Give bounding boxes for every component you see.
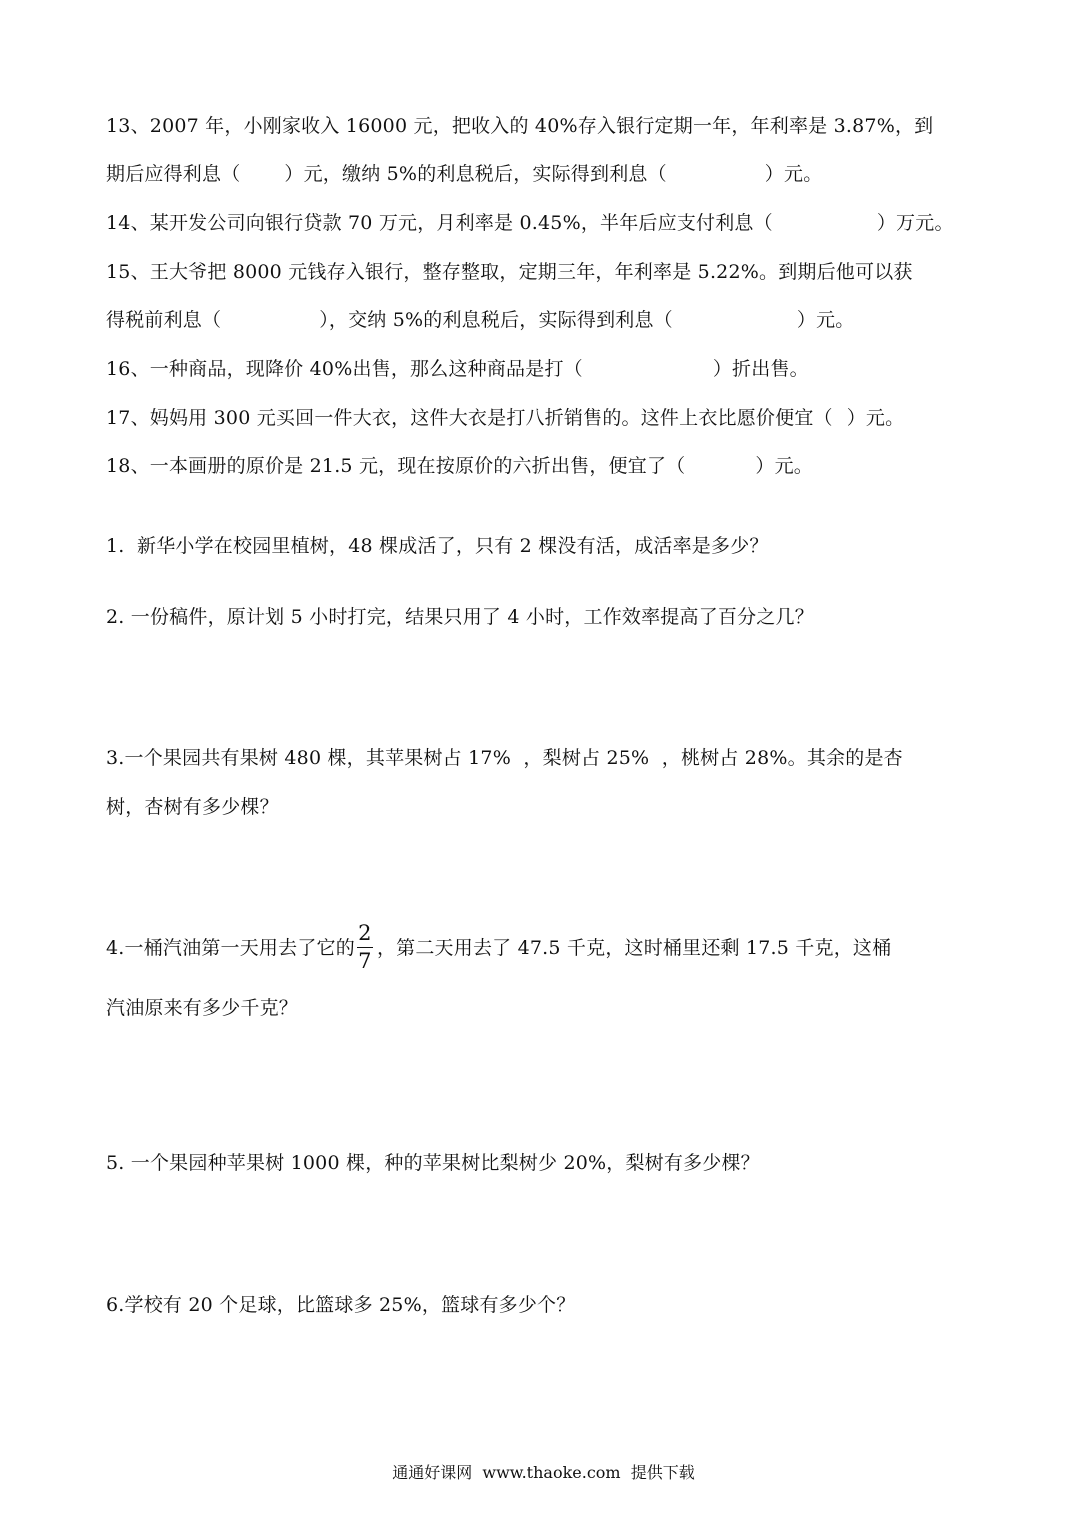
question-15-line-1 bbox=[106, 260, 983, 284]
question-17-line-1 bbox=[106, 406, 983, 430]
word-problem-4-line-1 bbox=[106, 920, 983, 976]
word-problem-3-text: 3.一个果园共有果树 480 棵，其苹果树占 17% ，梨树占 25% ，桃树占 28%。其余的是杏 bbox=[106, 747, 903, 769]
question-14-text-b: ）万元。 bbox=[876, 212, 954, 234]
word-problem-3-line-2 bbox=[106, 795, 983, 819]
question-16-line-1 bbox=[106, 357, 983, 381]
fraction-denominator: 7 bbox=[358, 949, 372, 974]
question-13-text-a: 期后应得利息（ bbox=[106, 163, 241, 185]
question-15-text-b: ），交纳 5%的利息税后，实际得到利息（ bbox=[319, 309, 673, 331]
question-17-text-b: ）元。 bbox=[846, 407, 905, 429]
word-problem-4-line-2 bbox=[106, 996, 983, 1020]
word-problem-2-text: 2. 一份稿件，原计划 5 小时打完，结果只用了 4 小时，工作效率提高了百分之几？ bbox=[106, 606, 814, 628]
question-18-text-a: 18、一本画册的原价是 21.5 元，现在按原价的六折出售，便宜了（ bbox=[106, 455, 686, 477]
fraction-two-sevenths bbox=[357, 922, 373, 973]
word-problem-3-line-1 bbox=[106, 746, 983, 770]
fraction-bar bbox=[357, 947, 373, 949]
fraction-numerator: 2 bbox=[358, 920, 372, 945]
word-problem-3-text-2: 树，杏树有多少棵？ bbox=[106, 796, 279, 818]
word-problem-6 bbox=[106, 1293, 983, 1317]
word-problem-4-text-2: 汽油原来有多少千克？ bbox=[106, 997, 299, 1019]
question-18-line-1 bbox=[106, 454, 983, 478]
word-problem-4-text-b: ，第二天用去了 47.5 千克，这时桶里还剩 17.5 千克，这桶 bbox=[376, 937, 892, 959]
page-footer: 通通好课网 www.thaoke.com 提供下载 bbox=[392, 1463, 695, 1482]
question-13-text: 13、2007 年，小刚家收入 16000 元，把收入的 40%存入银行定期一年，年利率是 3.87%，到 bbox=[106, 115, 934, 137]
word-problem-6-text: 6.学校有 20 个足球，比篮球多 25%，篮球有多少个？ bbox=[106, 1294, 576, 1316]
word-problem-4-text-a: 4.一桶汽油第一天用去了它的 bbox=[106, 937, 355, 959]
word-problem-1-text: 1. 新华小学在校园里植树，48 棵成活了，只有 2 棵没有活，成活率是多少？ bbox=[106, 535, 769, 557]
question-17-text-a: 17、妈妈用 300 元买回一件大衣，这件大衣是打八折销售的。这件上衣比愿价便宜（ bbox=[106, 407, 833, 429]
question-15-text-c: ）元。 bbox=[796, 309, 855, 331]
question-13-text-b: ）元，缴纳 5%的利息税后，实际得到利息（ bbox=[284, 163, 667, 185]
question-13-text-c: ）元。 bbox=[764, 163, 823, 185]
question-18-text-b: ）元。 bbox=[755, 455, 813, 477]
question-15-line-2 bbox=[106, 308, 983, 332]
question-13-line-1 bbox=[106, 114, 983, 138]
word-problem-5-text: 5. 一个果园种苹果树 1000 棵，种的苹果树比梨树少 20%，梨树有多少棵？ bbox=[106, 1152, 760, 1174]
question-15-text-a: 得税前利息（ bbox=[106, 309, 222, 331]
word-problem-1 bbox=[106, 534, 983, 558]
question-16-text-a: 16、一种商品，现降价 40%出售，那么这种商品是打（ bbox=[106, 358, 583, 380]
question-15-text: 15、王大爷把 8000 元钱存入银行，整存整取，定期三年，年利率是 5.22%。到期后他可以获 bbox=[106, 261, 913, 283]
word-problem-2 bbox=[106, 605, 983, 629]
question-14-line-1 bbox=[106, 211, 983, 235]
word-problem-5 bbox=[106, 1151, 983, 1175]
question-16-text-b: ）折出售。 bbox=[712, 358, 809, 380]
question-13-line-2 bbox=[106, 162, 983, 186]
question-14-text-a: 14、某开发公司向银行贷款 70 万元，月利率是 0.45%，半年后应支付利息（ bbox=[106, 212, 773, 234]
